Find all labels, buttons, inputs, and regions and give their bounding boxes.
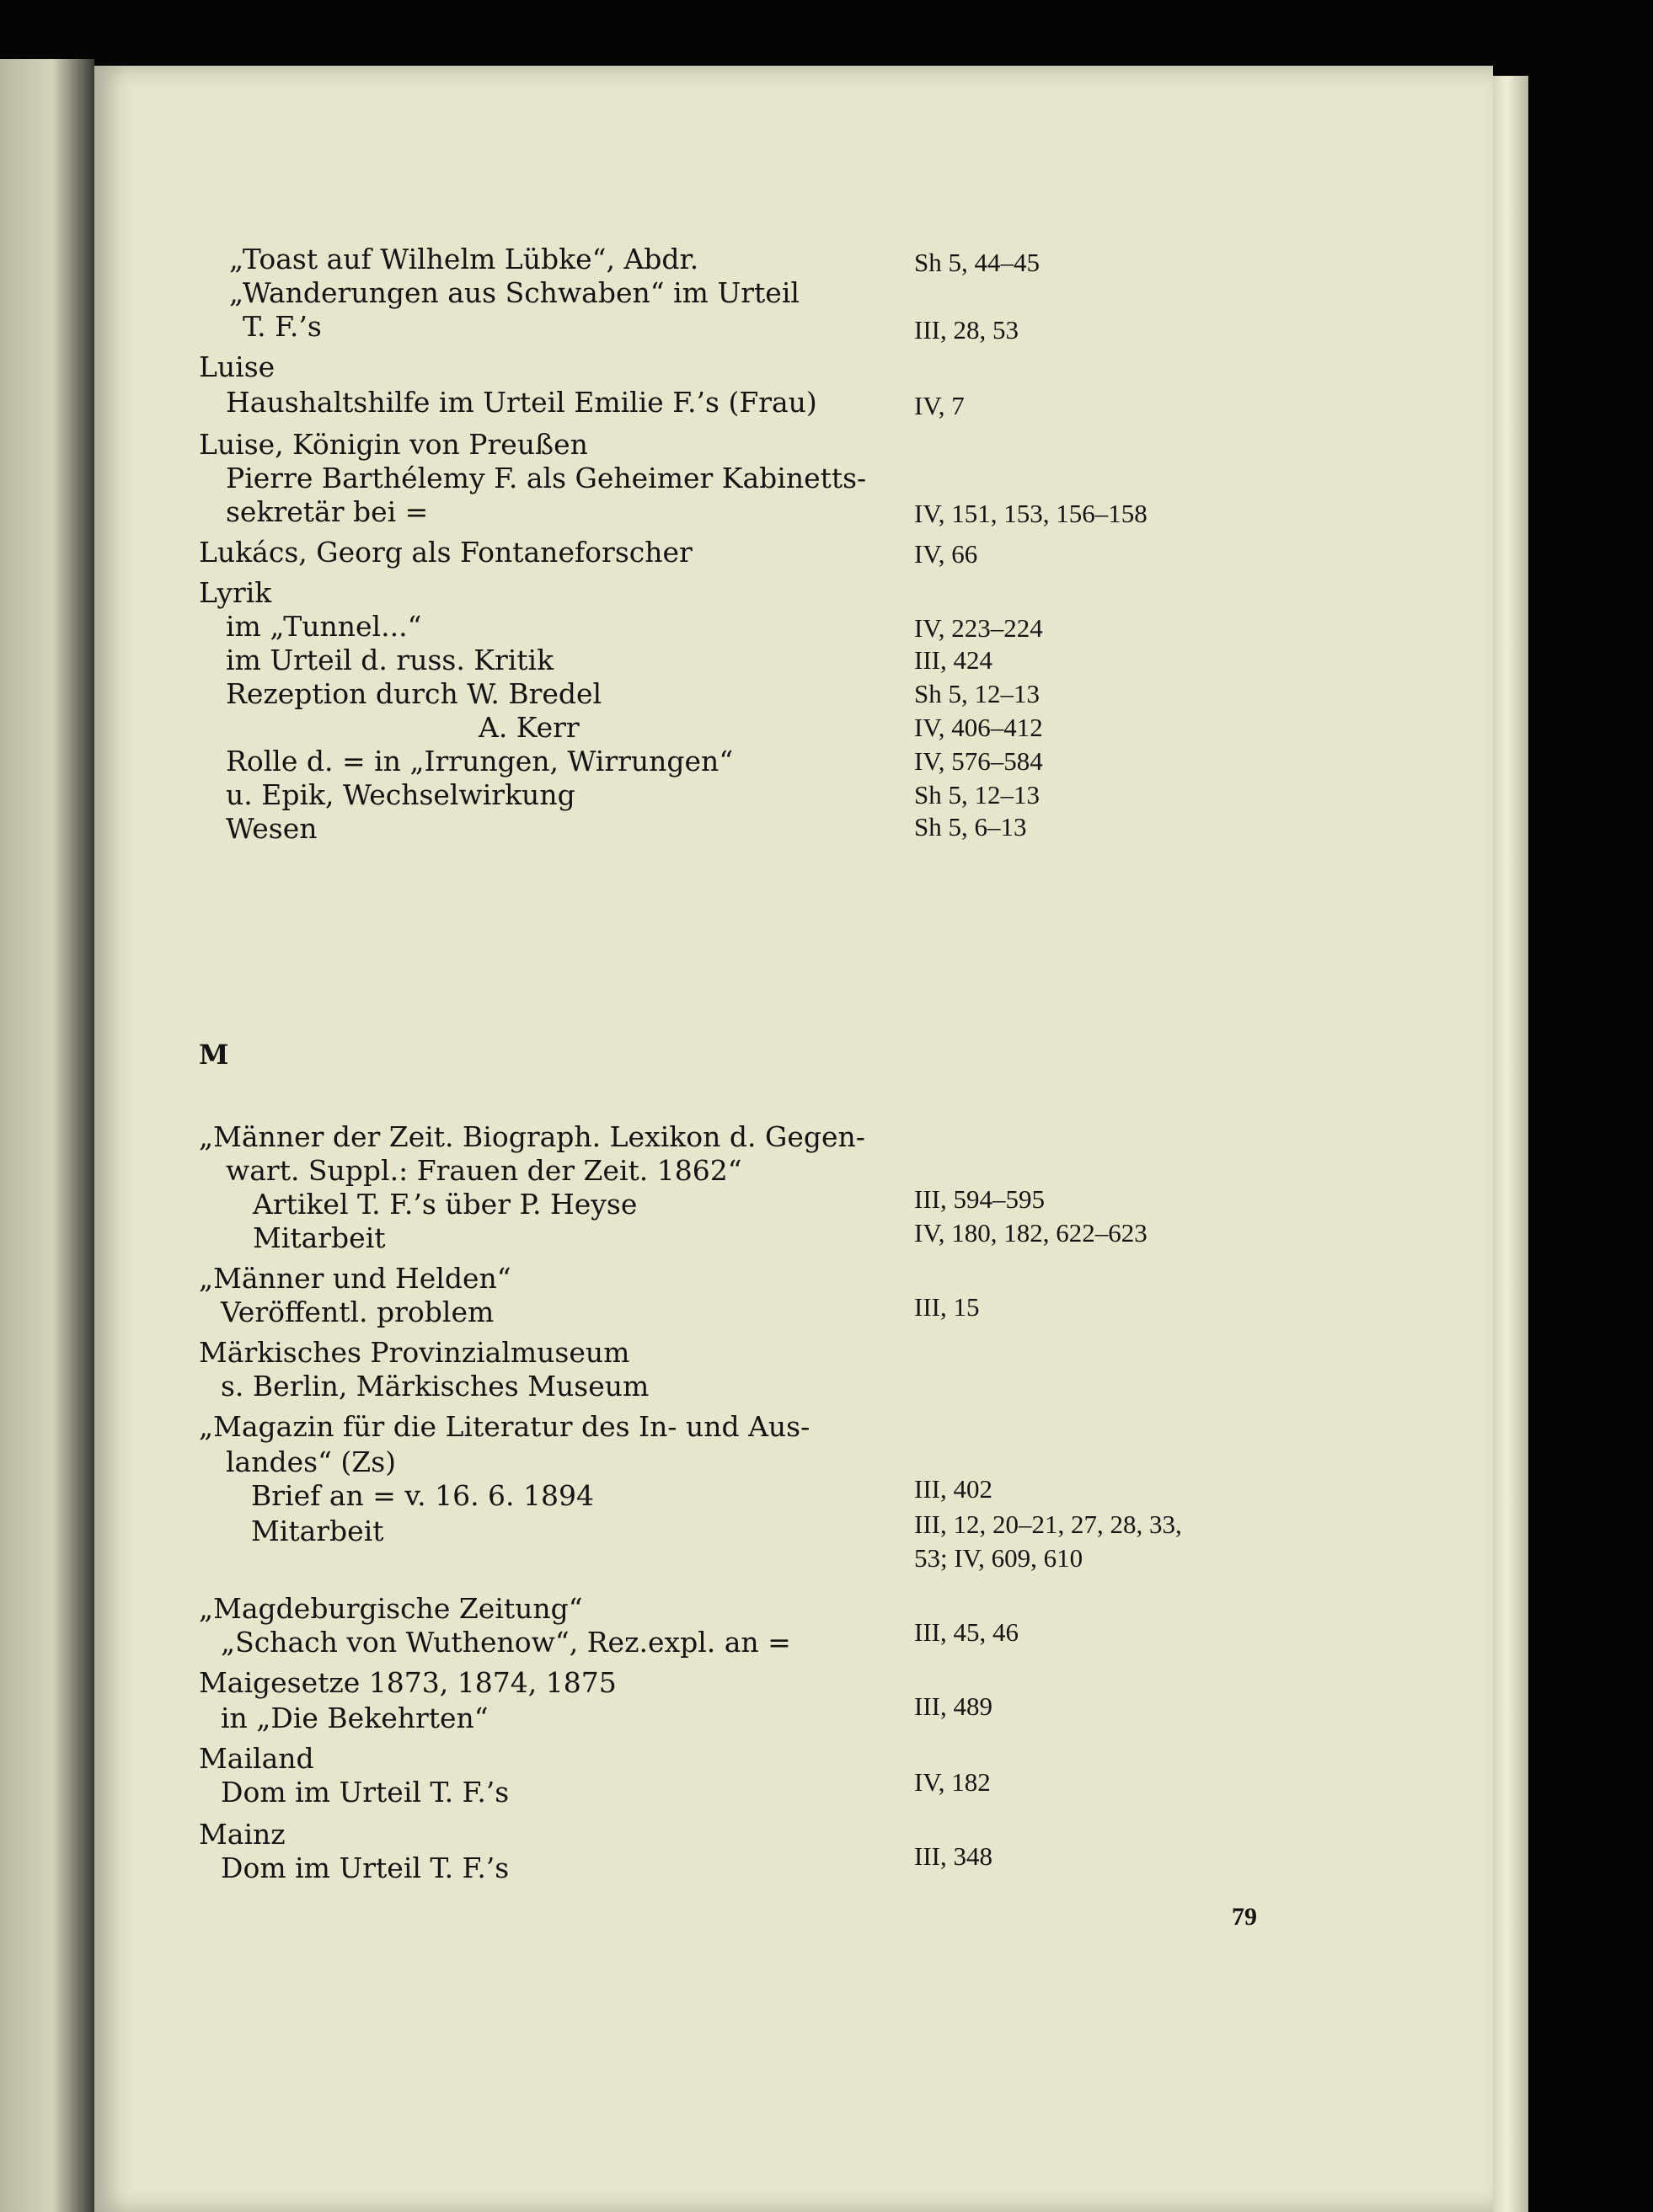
index-entry-line: Märkisches Provinzialmuseum (199, 1336, 630, 1369)
index-entry-line: „Schach von Wuthenow“, Rez.expl. an = (221, 1626, 791, 1659)
page-reference: III, 12, 20–21, 27, 28, 33, (914, 1509, 1182, 1539)
index-entry-line: Artikel T. F.’s über P. Heyse (253, 1188, 638, 1221)
index-entry-line: Mitarbeit (253, 1221, 386, 1254)
index-entry-line: Maigesetze 1873, 1874, 1875 (199, 1666, 617, 1699)
index-entry-line: Pierre Barthélemy F. als Geheimer Kabinetts- (226, 462, 867, 494)
page-reference: IV, 406–412 (914, 713, 1043, 742)
page-reference: III, 15 (914, 1292, 980, 1322)
index-entry-line: Wesen (226, 812, 318, 845)
index-entry-line: Haushaltshilfe im Urteil Emilie F.’s (Frau) (226, 386, 817, 419)
index-entry-line: im „Tunnel...“ (226, 610, 422, 643)
page-reference: III, 348 (914, 1841, 992, 1871)
page-reference: IV, 151, 153, 156–158 (914, 499, 1147, 528)
page-reference: III, 402 (914, 1474, 992, 1504)
index-entry-line: Dom im Urteil T. F.’s (221, 1851, 510, 1884)
page-reference: III, 424 (914, 645, 992, 675)
index-entry-line: Veröffentl. problem (221, 1296, 495, 1328)
page-reference: IV, 223–224 (914, 613, 1043, 643)
page-reference: 53; IV, 609, 610 (914, 1543, 1083, 1573)
index-entry-line: Mainz (199, 1818, 286, 1851)
page-reference: III, 489 (914, 1691, 992, 1721)
index-entry-line: „Magdeburgische Zeitung“ (199, 1592, 583, 1625)
page-reference: Sh 5, 44–45 (914, 248, 1040, 277)
index-entry-line: „Magazin für die Literatur des In- und Aus- (199, 1410, 810, 1443)
index-entry-line: Mailand (199, 1742, 314, 1775)
index-entry-line: wart. Suppl.: Frauen der Zeit. 1862“ (226, 1154, 742, 1187)
index-entry-line: Brief an = v. 16. 6. 1894 (251, 1479, 595, 1512)
index-entry-line: Lukács, Georg als Fontaneforscher (199, 536, 693, 569)
index-entry-line: im Urteil d. russ. Kritik (226, 644, 554, 676)
section-letter: M (199, 1039, 229, 1071)
page-number: 79 (1232, 1903, 1257, 1931)
index-entry-line: „Wanderungen aus Schwaben“ im Urteil (229, 276, 800, 309)
index-entry-line: „Männer der Zeit. Biograph. Lexikon d. Gegen- (199, 1120, 865, 1153)
page-reference: IV, 7 (914, 391, 965, 420)
page-reference: III, 45, 46 (914, 1617, 1019, 1647)
index-entry-line: Dom im Urteil T. F.’s (221, 1776, 510, 1809)
index-entry-line: „Männer und Helden“ (199, 1262, 511, 1295)
page-reference: III, 28, 53 (914, 315, 1019, 345)
page-reference: IV, 180, 182, 622–623 (914, 1218, 1147, 1248)
page-edge (1493, 76, 1528, 2212)
index-entry-line: T. F.’s (243, 310, 322, 343)
page-reference: IV, 576–584 (914, 746, 1043, 776)
page-reference: Sh 5, 12–13 (914, 679, 1040, 708)
page-reference: IV, 66 (914, 539, 978, 569)
index-entry-line: u. Epik, Wechselwirkung (226, 778, 575, 811)
index-entry-line: „Toast auf Wilhelm Lübke“, Abdr. (229, 243, 699, 275)
page-reference: Sh 5, 12–13 (914, 780, 1040, 809)
index-entry-line: Luise (199, 350, 276, 383)
index-entry-line: in „Die Bekehrten“ (221, 1702, 489, 1734)
index-entry-line: landes“ (Zs) (226, 1445, 397, 1478)
index-entry-line: A. Kerr (479, 711, 580, 744)
page-reference: Sh 5, 6–13 (914, 812, 1027, 842)
index-entry-line: s. Berlin, Märkisches Museum (221, 1370, 650, 1403)
index-entry-line: Lyrik (199, 576, 272, 609)
index-entry-line: Rezeption durch W. Bredel (226, 677, 602, 710)
index-entry-line: sekretär bei = (226, 495, 429, 528)
book-spine-left (0, 59, 94, 2212)
page-reference: III, 594–595 (914, 1184, 1045, 1214)
index-entry-line: Mitarbeit (251, 1515, 384, 1547)
index-entry-line: Luise, Königin von Preußen (199, 428, 588, 461)
index-entry-line: Rolle d. = in „Irrungen, Wirrungen“ (226, 745, 734, 777)
page-reference: IV, 182 (914, 1767, 991, 1797)
